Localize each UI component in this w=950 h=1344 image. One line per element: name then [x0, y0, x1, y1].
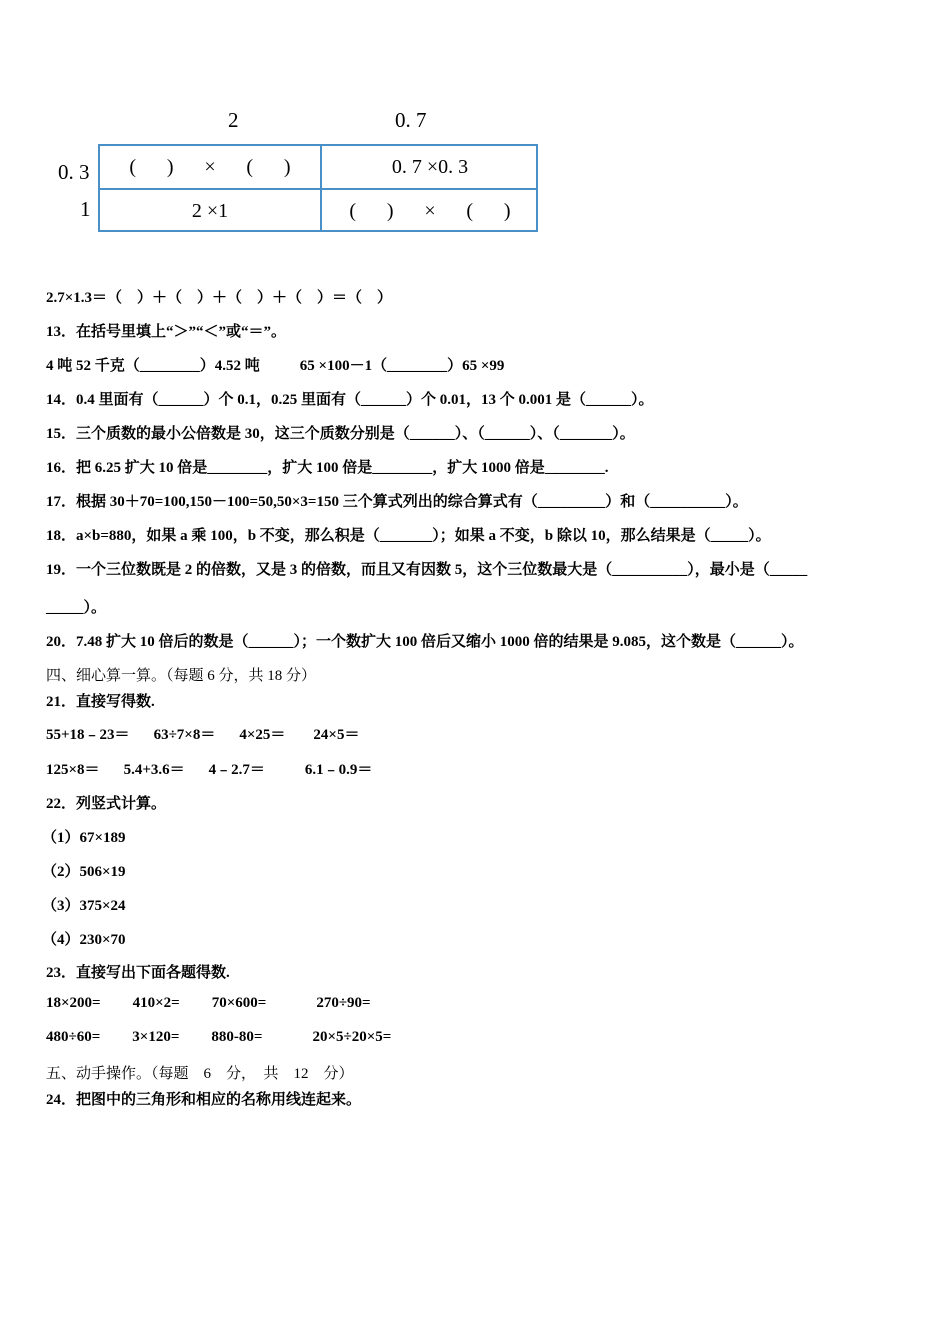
- q17: 17．根据 30＋70=100,150－100=50,50×3=150 三个算式列出的综合算式有（_________）和（__________）。: [46, 494, 748, 510]
- cell-r1c2: 0. 7 ×0. 3: [391, 155, 469, 178]
- area-model-grid: [98, 144, 538, 232]
- q22-title: 22．列竖式计算。: [46, 796, 167, 812]
- q21-item: 4﹣2.7＝: [208, 762, 265, 778]
- q22-item-1: （1）67×189: [42, 830, 126, 846]
- section-4-heading: 四、细心算一算。（每题 6 分，共 18 分）: [46, 668, 317, 684]
- q21-item: 55+18﹣23＝: [46, 727, 130, 743]
- column-header-0.7: 0. 7: [395, 108, 427, 132]
- q23-row-1: [46, 995, 371, 1012]
- q13-compare-a: 4 吨 52 千克（________）4.52 吨: [46, 358, 260, 374]
- q21-row-2: [46, 758, 372, 779]
- q21-row-1: [46, 723, 359, 744]
- q23-item: 70×600=: [211, 995, 267, 1011]
- q15: 15．三个质数的最小公倍数是 30，这三个质数分别是（______）、（______）、（_______）。: [46, 426, 635, 442]
- q12-equation: 2.7×1.3＝（ ）＋（ ）＋（ ）＋（ ）＝（ ）: [46, 290, 393, 306]
- q16: 16．把 6.25 扩大 10 倍是________，扩大 100 倍是________，扩大 1000 倍是________.: [46, 460, 609, 476]
- row-header-1: 1: [80, 197, 91, 221]
- q22-item-2: （2）506×19: [42, 864, 126, 880]
- q24: 24．把图中的三角形和相应的名称用线连起来。: [46, 1092, 362, 1108]
- q22-item-4: （4）230×70: [42, 932, 126, 948]
- q13-compare-b: 65 ×100－1（________）65 ×99: [299, 358, 505, 374]
- row-header-0.3: 0. 3: [58, 160, 90, 184]
- q18: 18．a×b=880，如果 a 乘 100，b 不变，那么积是（_______）；如果 a 不变，b 除以 10，那么结果是（_____）。: [46, 528, 771, 544]
- q21-item: 125×8＝: [46, 762, 100, 778]
- q21-item: 6.1﹣0.9＝: [304, 762, 373, 778]
- cell-r1c1-blank: ( ) × ( ): [129, 155, 291, 178]
- column-header-2: 2: [228, 108, 239, 132]
- q13-row: [46, 354, 504, 375]
- q23-item: 410×2=: [132, 995, 180, 1011]
- q23-title: 23．直接写出下面各题得数.: [46, 965, 230, 981]
- q19-line1: 19．一个三位数既是 2 的倍数，又是 3 的倍数，而且又有因数 5，这个三位数最大是（__________），最小是（_____: [46, 562, 808, 578]
- q23-item: 880-80=: [211, 1029, 263, 1045]
- q21-item: 24×5＝: [313, 727, 360, 743]
- q13-title: 13．在括号里填上“＞”“＜”或“＝”。: [46, 324, 287, 340]
- q23-item: 3×120=: [132, 1029, 180, 1045]
- q19-line2: _____）。: [46, 600, 107, 616]
- q21-item: 5.4+3.6＝: [123, 762, 185, 778]
- q23-item: 20×5÷20×5=: [312, 1029, 392, 1045]
- q14: 14．0.4 里面有（______）个 0.1，0.25 里面有（______）个 0.01，13 个 0.001 是（______）。: [46, 392, 654, 408]
- q23-row-2: [46, 1029, 391, 1046]
- q23-item: 270÷90=: [316, 995, 371, 1011]
- q21-item: 63÷7×8＝: [153, 727, 216, 743]
- cell-r2c2-blank: ( ) × ( ): [349, 199, 511, 222]
- q21-title: 21．直接写得数.: [46, 694, 155, 710]
- q23-item: 480÷60=: [46, 1029, 101, 1045]
- q22-item-3: （3）375×24: [42, 898, 126, 914]
- q21-item: 4×25＝: [239, 727, 286, 743]
- q20: 20．7.48 扩大 10 倍后的数是（______）；一个数扩大 100 倍后又缩小 1000 倍的结果是 9.085，这个数是（______）。: [46, 634, 804, 650]
- q23-item: 18×200=: [46, 995, 101, 1011]
- section-5-heading: 五、动手操作。（每题 6 分， 共 12 分）: [46, 1066, 354, 1082]
- cell-r2c1: 2 ×1: [191, 199, 229, 222]
